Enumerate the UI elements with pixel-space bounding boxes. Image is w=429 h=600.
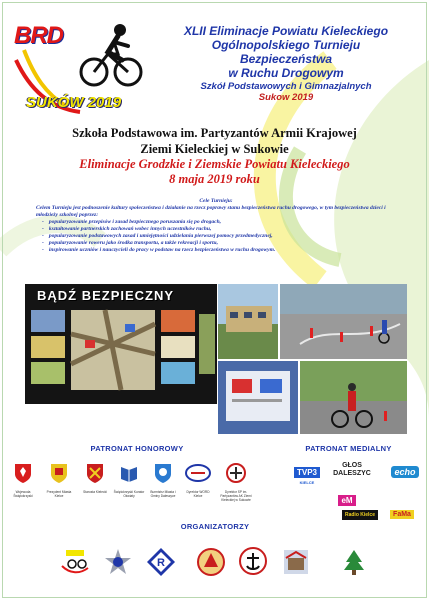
media-fama [386,503,418,521]
section-honorary [8,444,266,453]
goals-heading: Cele Turnieju: [199,198,233,204]
patron-wojewoda [8,462,38,498]
host-line-1: Szkoła Podstawowa im. Partyzantów Armii Krajowej [72,126,357,140]
goals-intro: Celem Turnieju jest podnoszenie kultury społeczeństwa i działanie na rzecz poprawy stanu bezpieczeństwa ruchu drogowego, w tym bezpieczeństwa dzieci i młodzieży szkolnej poprzez: [36,205,386,218]
host-line-3: Eliminacje Grodzkie i Ziemskie Powiatu Kieleckiego [79,157,350,171]
police-star-icon [104,548,132,576]
school-building-picture [218,284,278,359]
photo-school-building [218,284,278,359]
school-emblem-icon [196,547,226,577]
photo-safety-board [25,284,217,404]
host-line-2: Ziemi Kieleckiej w Sukowie [140,142,289,156]
brd-logo [10,20,150,115]
title-line-4: w Ruchu Drogowym [228,66,344,80]
section-honorary-label: PATRONAT HONOROWY [86,444,187,453]
patron-starosta [80,462,110,494]
patron-word [182,462,214,498]
host-date: 8 maja 2019 roku [169,172,260,186]
patron-kielce-president [44,462,74,498]
patron-label: Dyrektor WORD Kielce [186,490,210,498]
media-echo [390,462,420,480]
word-logo-icon [185,462,211,484]
county-crest-icon [84,462,106,484]
org-road-traffic-logo [146,547,176,577]
section-organizers [90,522,340,531]
title-line-1: XLII Eliminacje Powiatu Kieleckiego [183,24,389,38]
event-title [150,24,422,103]
org-ak-logo [238,546,268,576]
svg-text:R: R [157,557,165,569]
title-place-year: Sukow 2019 [258,92,314,103]
patron-label: Świętokrzyski Kurator Oświaty [113,490,145,498]
building-icon [282,548,310,576]
kielce-crest-icon [48,462,70,484]
goal-item: - popularyzowanie podstawowych zasad i umiejętności udzielania pierwszej pomocy przedmedycznej, [42,233,396,240]
goal-item: - popularyzowanie przepisów i zasad bezpiecznego poruszania się po drogach, [42,219,396,226]
media-glos-label: GŁOS DALESZYC [333,462,371,477]
goals-list [36,219,396,254]
org-police-logo [104,548,134,578]
org-forest-logo [340,548,370,578]
daleszyce-crest-icon [152,462,174,484]
board-title: BĄDŹ BEZPIECZNY [37,288,175,303]
media-fama-label: FaMa [390,510,414,519]
books-icon [118,462,140,484]
anchor-emblem-icon [238,546,268,576]
media-radio-label: Radio Kielce [342,510,378,520]
goal-item: - popularyzowanie roweru jako środka transportu, a także rekreacji i sportu, [42,240,396,247]
eagle-crest-icon [12,462,34,484]
logo-town-text: SUKÓW 2019 [26,94,122,111]
media-tvp3-label: TVP3 [294,467,320,478]
road-sign-r-icon [146,547,176,577]
patron-label: Burmistrz Miasta i Gminy Daleszyce [150,490,176,498]
patron-label: Dyrektor SP im. Partyzantów AK Ziemi Kieleckiej w Sukowie [220,490,252,502]
signs-test-picture [218,361,298,434]
org-school-sukow-logo [196,547,226,577]
goal-item: - inspirowanie uczniów i nauczycieli do pracy w podstaw na rzecz bezpieczeństwa w ruchu drogowym. [42,247,396,254]
title-subtitle: Szkół Podstawowych i Gimnazjalnych [200,81,372,92]
section-media [276,444,421,453]
school-crest-icon [225,462,247,484]
org-brd-logo [60,546,90,576]
tournament-goals [36,198,396,254]
media-em-label: eM [338,495,355,506]
media-glos-daleszyc [330,462,374,478]
patron-kurator [112,462,146,498]
media-tvp3-sub: KIELCE [299,480,315,485]
logo-brd-text: BRD [14,22,63,49]
patron-school-director [216,462,256,502]
tree-icon [340,548,368,576]
photo-cyclist [300,361,407,434]
media-radio-kielce [340,503,380,521]
section-organizers-label: ORGANIZATORZY [177,522,254,531]
photo-collage [218,284,407,434]
bike-course-picture [280,284,407,359]
title-line-3: Bezpieczeństwa [239,52,333,66]
title-line-2: Ogólnopolskiego Turnieju [211,38,361,52]
patron-label: Prezydent Miasta Kielce [46,490,72,498]
section-media-label: PATRONAT MEDIALNY [301,444,395,453]
patron-burmistrz [146,462,180,498]
photo-bike-course [280,284,407,359]
goal-item: - kształtowanie partnerskich zachowań wobec innych uczestników ruchu, [42,226,396,233]
photo-signs-test [218,361,298,434]
brd-small-logo-icon [60,546,90,576]
host-school [8,125,421,187]
patron-label: Wojewoda Świętokrzyski [13,490,33,498]
media-echo-label: echo [391,466,418,478]
org-school-building-logo [282,548,312,578]
media-tvp3 [290,462,324,485]
cyclist-picture [300,361,407,434]
patron-label: Starosta Kielecki [83,490,107,494]
